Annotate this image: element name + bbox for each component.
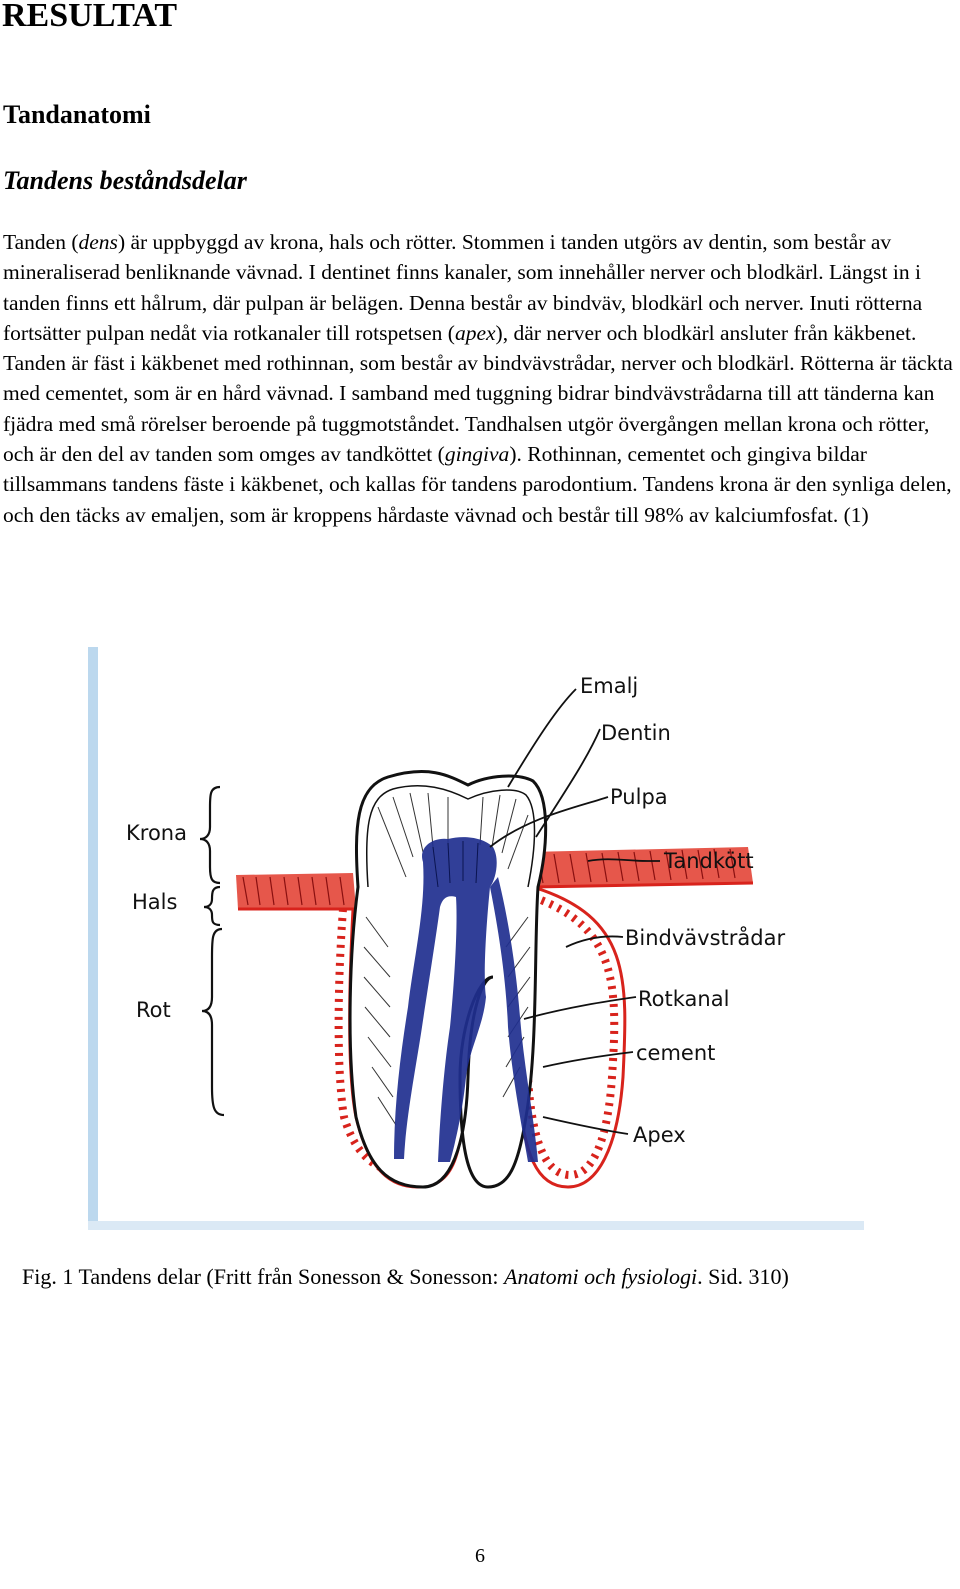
leader-emalj (508, 689, 576, 787)
text-run-italic: gingiva (444, 442, 510, 467)
tooth-illustration (88, 647, 864, 1230)
text-run-italic: apex (454, 320, 496, 345)
leader-rotkanal (524, 997, 636, 1019)
brace-hals (204, 887, 220, 925)
label-dentin: Dentin (601, 721, 671, 745)
page-number: 6 (475, 1545, 485, 1567)
label-apex: Apex (633, 1123, 686, 1147)
text-run: ), där nerver och blodkärl ansluter från käkbenet. Tanden är fäst i käkbenet med rothinnan, som består av bindvävstrådar, nerver och blodkärl. Rötterna är täckta med cementet, som är en hård vävnad. I samband med tuggning bidrar bindvävstrådarna till att tänderna kan fjädra med små rörelser beroende på tuggmotståndet. Tandhalsen utgör övergången mellan krona och rötter, och är den del av tanden som omges av tandköttet ( (3, 320, 953, 467)
left-scan-edge (88, 647, 98, 1230)
label-pulpa: Pulpa (610, 785, 668, 809)
label-cement: cement (636, 1041, 716, 1065)
page-heading: RESULTAT (2, 0, 178, 34)
subsection-title: Tandens beståndsdelar (3, 166, 247, 195)
label-rotkanal: Rotkanal (638, 987, 730, 1011)
caption-run-italic: Anatomi och fysiologi (504, 1264, 698, 1289)
leader-dentin (536, 729, 600, 837)
label-rot: Rot (136, 998, 171, 1022)
brace-krona (200, 787, 220, 883)
label-emalj: Emalj (580, 674, 639, 698)
label-tandkott: Tandkött (664, 849, 754, 873)
text-run: ) är uppbyggd av krona, hals och rötter. Stommen i tanden utgörs av dentin, som består av mineraliserad benliknande vävnad. I dentinet finns kanaler, som innehåller nerver och blodkärl. Längst in i tanden finns ett hålrum, där pulpan är belägen. Denna består av bindväv, blodkärl och nerver. Inuti rötterna fortsätter pulpan nedåt via rotkanaler till rotspetsen ( (3, 230, 923, 345)
body-paragraph (3, 227, 953, 530)
text-run-italic: dens (78, 230, 118, 254)
section-title: Tandanatomi (3, 100, 151, 129)
text-run: ). Rothinnan, cementet och gingiva bildar tillsammans tandens fäste i käkbenet, och kallas för tandens parodontium. Tandens krona är den synliga delen, och den täcks av emaljen, som är kroppens hårdaste vävnad och består till 98% av kalciumfosfat. (1) (3, 442, 952, 527)
gum-left (236, 873, 356, 909)
label-hals: Hals (132, 890, 178, 914)
bottom-scan-edge (88, 1221, 864, 1230)
text-run: Tanden ( (3, 230, 79, 254)
caption-run: . Sid. 310) (697, 1264, 789, 1289)
leader-cement (543, 1052, 633, 1067)
label-bindvav: Bindvävstrådar (625, 926, 786, 950)
left-braces (200, 787, 224, 1115)
figure-caption (22, 1262, 789, 1292)
brace-rot (202, 929, 224, 1115)
caption-run: Fig. 1 Tandens delar (Fritt från Sonesson & Sonesson: (22, 1264, 505, 1289)
label-krona: Krona (126, 821, 187, 845)
tooth-diagram (88, 647, 864, 1230)
